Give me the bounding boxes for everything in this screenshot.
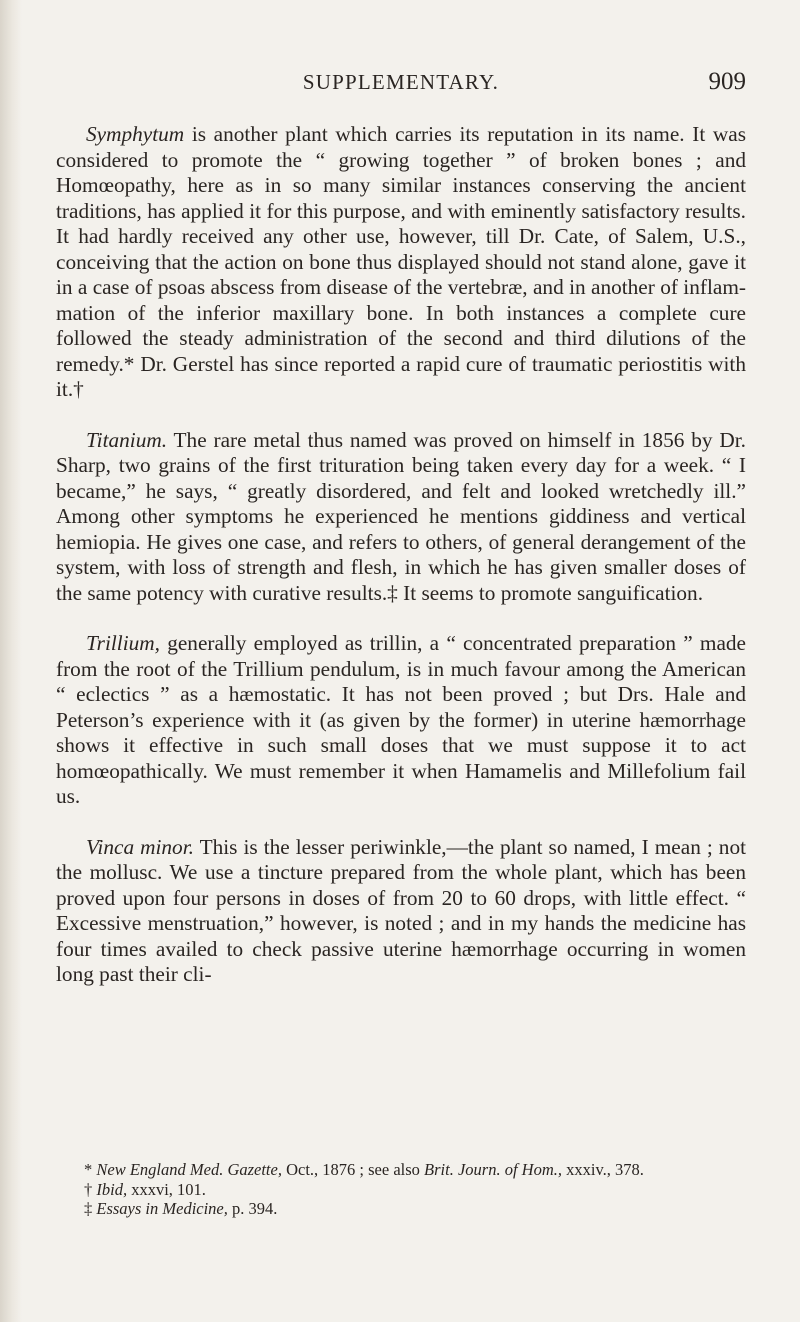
paragraph-trillium: [56, 631, 746, 810]
footnote-text: Oct., 1876 ; see also: [281, 1160, 425, 1179]
paragraph-text: generally employed as trillin, a “ concentrated preparation ” made from the root of the Trillium pendulum, is in much favour among the American “ eclectics ” as a hæmostatic. It has not been proved ; but Drs. Hale and Peterson’s experience with it (as given by the former) in uterine hæmorrhage shows it effective in such small doses that we must suppose it to act homœopathically. We must remember it when Hamamelis and Millefolium fail us.: [56, 631, 746, 808]
remedy-name: Trillium,: [86, 631, 160, 655]
paragraph-text: is another plant which carries its reputation in its name. It was considered to promote the “ growing together ” of broken bones ; and Homœopathy, here as in so many similar instances conserving the ancient traditions, has applied it for this purpose, and with eminently satisfactory results. It had hardly received any other use, however, till Dr. Cate, of Salem, U.S., conceiving that the action on bone thus displayed should not stand alone, gave it in a case of psoas abscess from disease of the vertebræ, and in another of inflammation of the inferior maxillary bone. In both instances a complete cure followed the steady administration of the second and third dilutions of the remedy.* Dr. Gerstel has since reported a rapid cure of traumatic periostitis with it.†: [56, 122, 746, 401]
remedy-name: Symphytum: [86, 122, 185, 146]
footnote-double-dagger: [56, 1199, 746, 1219]
remedy-name: Vinca minor.: [86, 834, 194, 859]
footnote-text: xxxiv., 378.: [562, 1160, 644, 1179]
footnote-source: Ibid,: [96, 1179, 128, 1199]
footnote-text: xxxvi, 101.: [127, 1179, 206, 1199]
running-head: SUPPLEMENTARY.: [302, 70, 500, 94]
footnotes: [56, 1160, 746, 1219]
paragraph-symphytum: [56, 122, 746, 403]
footnote-source: New England Med. Gazette,: [96, 1160, 282, 1179]
page-binding-shadow: [0, 0, 22, 1322]
page-number: 909: [708, 68, 746, 95]
footnote-source: Essays in Medicine,: [96, 1199, 228, 1218]
footnote-mark: ‡: [84, 1199, 97, 1218]
page-header: [56, 70, 746, 106]
footnote-dagger: [56, 1180, 746, 1200]
footnote-mark: *: [84, 1160, 97, 1179]
remedy-name: Titanium.: [86, 427, 168, 452]
footnote-asterisk: [56, 1160, 746, 1180]
footnote-source: Brit. Journ. of Hom.,: [424, 1160, 562, 1179]
footnote-mark: †: [84, 1179, 97, 1199]
footnote-text: p. 394.: [227, 1199, 278, 1218]
paragraph-text: This is the lesser periwinkle,—the plant so named, I mean ; not the mollusc. We use a tincture prepared from the whole plant, which has been proved upon four persons in doses of from 20 to 60 drops, with little effect. “ Excessive menstruation,” however, is noted ; and in my hands the medicine has four times availed to check passive uterine hæmorrhage occurring in women long past their cli-: [56, 834, 747, 986]
body-text: [56, 122, 746, 988]
paragraph-titanium: [56, 428, 746, 607]
paragraph-vinca-minor: [56, 835, 746, 988]
paragraph-text: The rare metal thus named was proved on himself in 1856 by Dr. Sharp, two grains of the first trituration being taken every day for a week. “ I became,” he says, “ greatly disordered, and felt and looked wretchedly ill.” Among other symptoms he experienced he mentions giddiness and vertical hemiopia. He gives one case, and refers to others, of general derangement of the system, with loss of strength and flesh, in which he has given smaller doses of the same potency with curative results.‡ It seems to promote sanguification.: [56, 427, 746, 605]
